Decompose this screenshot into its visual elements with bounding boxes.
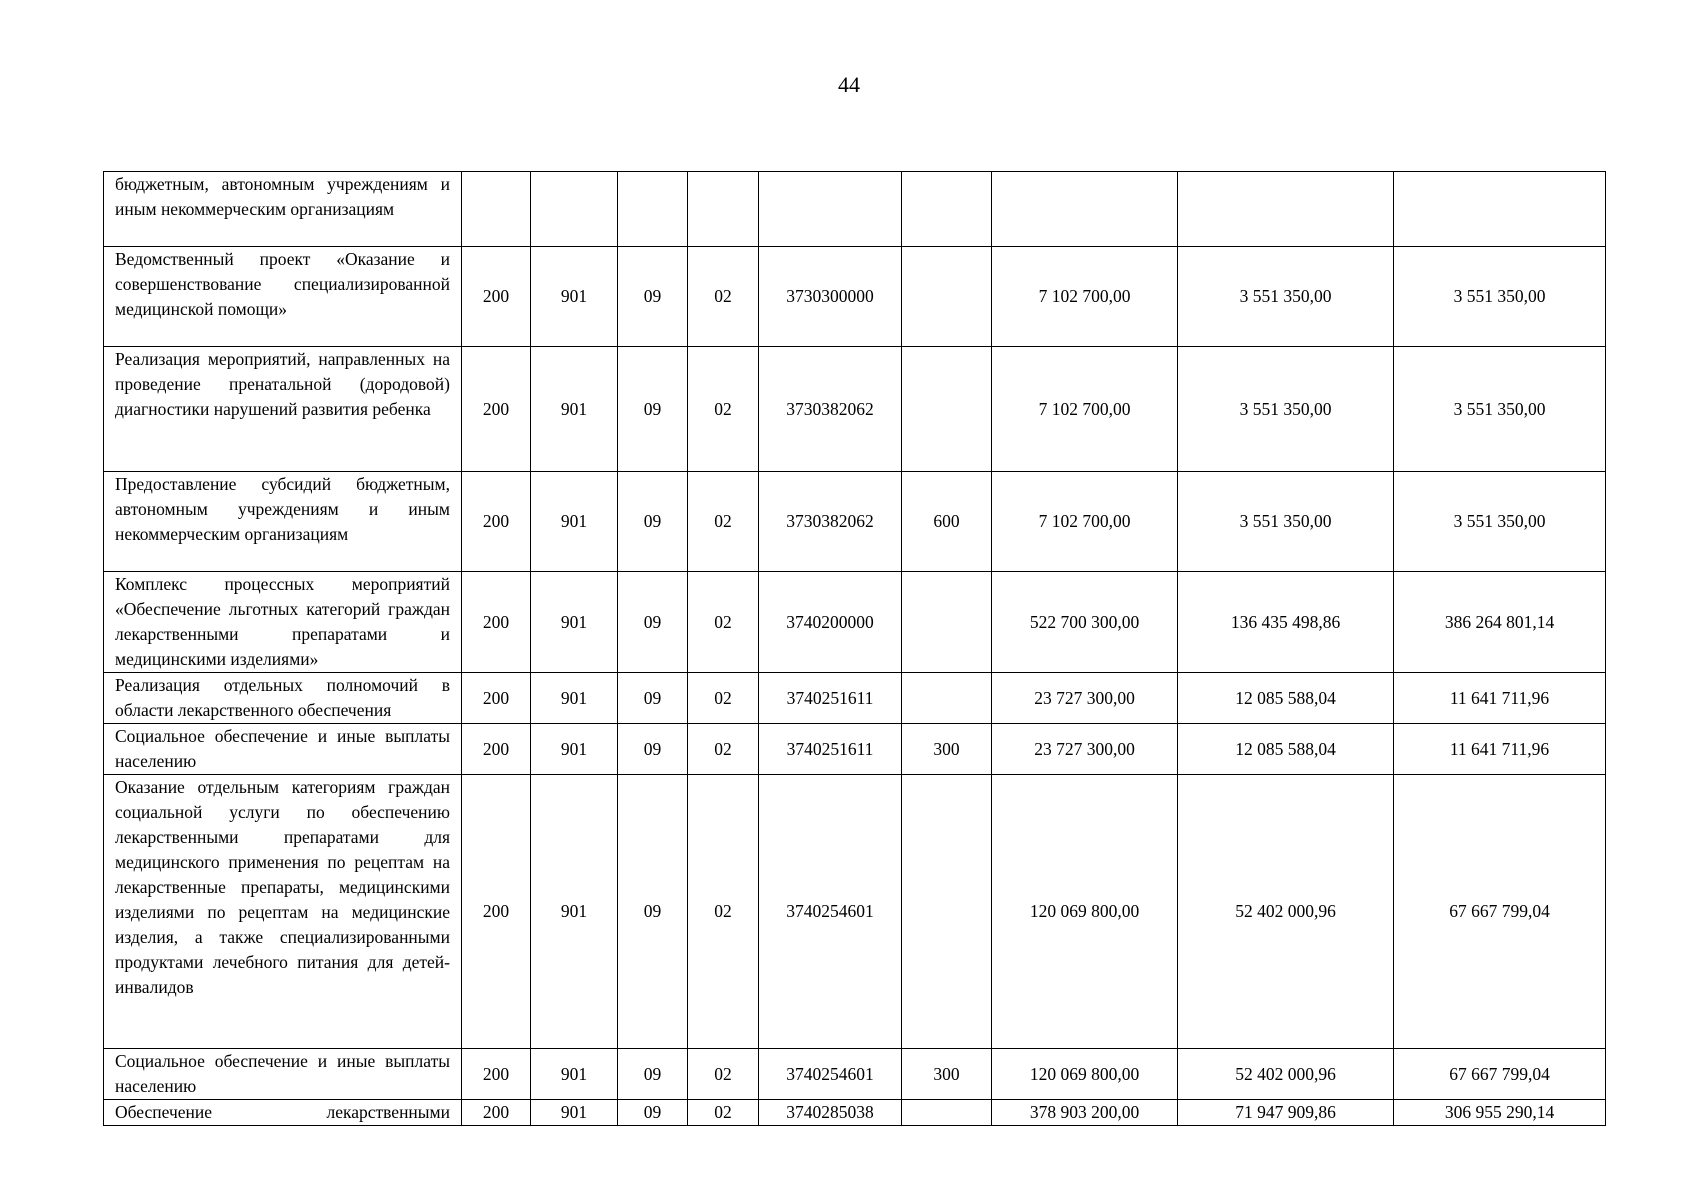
table-row (104, 172, 1606, 247)
sum1-cell: 7 102 700,00 (992, 472, 1178, 572)
grbs-cell (462, 172, 531, 247)
csr-cell: 3740251611 (759, 724, 902, 775)
sum3-cell: 11 641 711,96 (1394, 724, 1606, 775)
row-name-cell: Оказание отдельным категориям граждан социальной услуги по обеспечению лекарственными препаратами для медицинского применения по рецептам на лекарственные препараты, медицинскими изделиями по рецептам на медицинские изделия, а также специализированными продуктами лечебного питания для детей-инвалидов (104, 775, 462, 1049)
row-name-cell: Ведомственный проект «Оказание и совершенствование специализированной медицинской помощи» (104, 247, 462, 347)
csr-cell: 3740254601 (759, 775, 902, 1049)
sum1-cell: 120 069 800,00 (992, 1049, 1178, 1100)
pr-cell: 02 (688, 1049, 759, 1100)
sum1-cell: 7 102 700,00 (992, 247, 1178, 347)
sum2-cell: 52 402 000,96 (1178, 1049, 1394, 1100)
sum3-cell: 386 264 801,14 (1394, 572, 1606, 673)
sum3-cell: 11 641 711,96 (1394, 673, 1606, 724)
sum1-cell: 23 727 300,00 (992, 724, 1178, 775)
sum3-cell: 67 667 799,04 (1394, 1049, 1606, 1100)
sum1-cell: 23 727 300,00 (992, 673, 1178, 724)
csr-cell: 3740285038 (759, 1100, 902, 1126)
grbs-cell: 200 (462, 673, 531, 724)
ved-cell: 901 (531, 775, 618, 1049)
sum1-cell: 522 700 300,00 (992, 572, 1178, 673)
table-row (104, 572, 1606, 673)
pr-cell: 02 (688, 724, 759, 775)
ved-cell: 901 (531, 1049, 618, 1100)
csr-cell: 3730382062 (759, 472, 902, 572)
row-name-cell: Реализация отдельных полномочий в области лекарственного обеспечения (104, 673, 462, 724)
row-name-cell: Социальное обеспечение и иные выплаты населению (104, 724, 462, 775)
ved-cell: 901 (531, 1100, 618, 1126)
pr-cell: 02 (688, 247, 759, 347)
sum2-cell: 52 402 000,96 (1178, 775, 1394, 1049)
sum3-cell (1394, 172, 1606, 247)
pr-cell: 02 (688, 572, 759, 673)
rz-cell: 09 (618, 472, 688, 572)
pr-cell: 02 (688, 673, 759, 724)
sum3-cell: 67 667 799,04 (1394, 775, 1606, 1049)
page-number: 44 (838, 72, 860, 97)
sum2-cell: 3 551 350,00 (1178, 472, 1394, 572)
ved-cell: 901 (531, 472, 618, 572)
csr-cell: 3740200000 (759, 572, 902, 673)
sum1-cell (992, 172, 1178, 247)
sum1-cell: 7 102 700,00 (992, 347, 1178, 472)
rz-cell: 09 (618, 572, 688, 673)
vr-cell (902, 1100, 992, 1126)
rz-cell: 09 (618, 1100, 688, 1126)
csr-cell: 3730382062 (759, 347, 902, 472)
vr-cell (902, 673, 992, 724)
table-row (104, 724, 1606, 775)
row-name-cell: Реализация мероприятий, направленных на проведение пренатальной (дородовой) диагностики нарушений развития ребенка (104, 347, 462, 472)
rz-cell (618, 172, 688, 247)
rz-cell: 09 (618, 1049, 688, 1100)
grbs-cell: 200 (462, 572, 531, 673)
rz-cell: 09 (618, 347, 688, 472)
sum2-cell: 71 947 909,86 (1178, 1100, 1394, 1126)
ved-cell: 901 (531, 347, 618, 472)
table-row (104, 347, 1606, 472)
sum1-cell: 120 069 800,00 (992, 775, 1178, 1049)
grbs-cell: 200 (462, 472, 531, 572)
row-name-cell: Комплекс процессных мероприятий «Обеспечение льготных категорий граждан лекарственными препаратами и медицинскими изделиями» (104, 572, 462, 673)
rz-cell: 09 (618, 673, 688, 724)
ved-cell: 901 (531, 724, 618, 775)
sum2-cell: 12 085 588,04 (1178, 724, 1394, 775)
grbs-cell: 200 (462, 775, 531, 1049)
table-row (104, 775, 1606, 1049)
csr-cell: 3740254601 (759, 1049, 902, 1100)
budget-table (103, 171, 1606, 1126)
grbs-cell: 200 (462, 1049, 531, 1100)
grbs-cell: 200 (462, 724, 531, 775)
sum3-cell: 306 955 290,14 (1394, 1100, 1606, 1126)
row-name-cell: Предоставление субсидий бюджетным, автономным учреждениям и иным некоммерческим организациям (104, 472, 462, 572)
row-name-cell: бюджетным, автономным учреждениям и иным некоммерческим организациям (104, 172, 462, 247)
vr-cell (902, 172, 992, 247)
vr-cell (902, 347, 992, 472)
pr-cell: 02 (688, 775, 759, 1049)
row-name-cell: Социальное обеспечение и иные выплаты населению (104, 1049, 462, 1100)
sum2-cell: 12 085 588,04 (1178, 673, 1394, 724)
table-row (104, 1049, 1606, 1100)
sum3-cell: 3 551 350,00 (1394, 347, 1606, 472)
sum2-cell: 136 435 498,86 (1178, 572, 1394, 673)
pr-cell (688, 172, 759, 247)
rz-cell: 09 (618, 247, 688, 347)
table-row (104, 673, 1606, 724)
vr-cell: 600 (902, 472, 992, 572)
csr-cell: 3730300000 (759, 247, 902, 347)
rz-cell: 09 (618, 724, 688, 775)
grbs-cell: 200 (462, 347, 531, 472)
grbs-cell: 200 (462, 1100, 531, 1126)
table-row (104, 247, 1606, 347)
row-name-cell: Обеспечение лекарственными (104, 1100, 462, 1126)
sum3-cell: 3 551 350,00 (1394, 247, 1606, 347)
table-row (104, 472, 1606, 572)
vr-cell (902, 572, 992, 673)
pr-cell: 02 (688, 347, 759, 472)
csr-cell (759, 172, 902, 247)
sum1-cell: 378 903 200,00 (992, 1100, 1178, 1126)
sum3-cell: 3 551 350,00 (1394, 472, 1606, 572)
pr-cell: 02 (688, 472, 759, 572)
vr-cell: 300 (902, 724, 992, 775)
sum2-cell (1178, 172, 1394, 247)
sum2-cell: 3 551 350,00 (1178, 247, 1394, 347)
vr-cell (902, 775, 992, 1049)
ved-cell: 901 (531, 247, 618, 347)
vr-cell: 300 (902, 1049, 992, 1100)
rz-cell: 09 (618, 775, 688, 1049)
ved-cell: 901 (531, 572, 618, 673)
sum2-cell: 3 551 350,00 (1178, 347, 1394, 472)
ved-cell: 901 (531, 673, 618, 724)
vr-cell (902, 247, 992, 347)
ved-cell (531, 172, 618, 247)
table-row (104, 1100, 1606, 1126)
grbs-cell: 200 (462, 247, 531, 347)
pr-cell: 02 (688, 1100, 759, 1126)
csr-cell: 3740251611 (759, 673, 902, 724)
